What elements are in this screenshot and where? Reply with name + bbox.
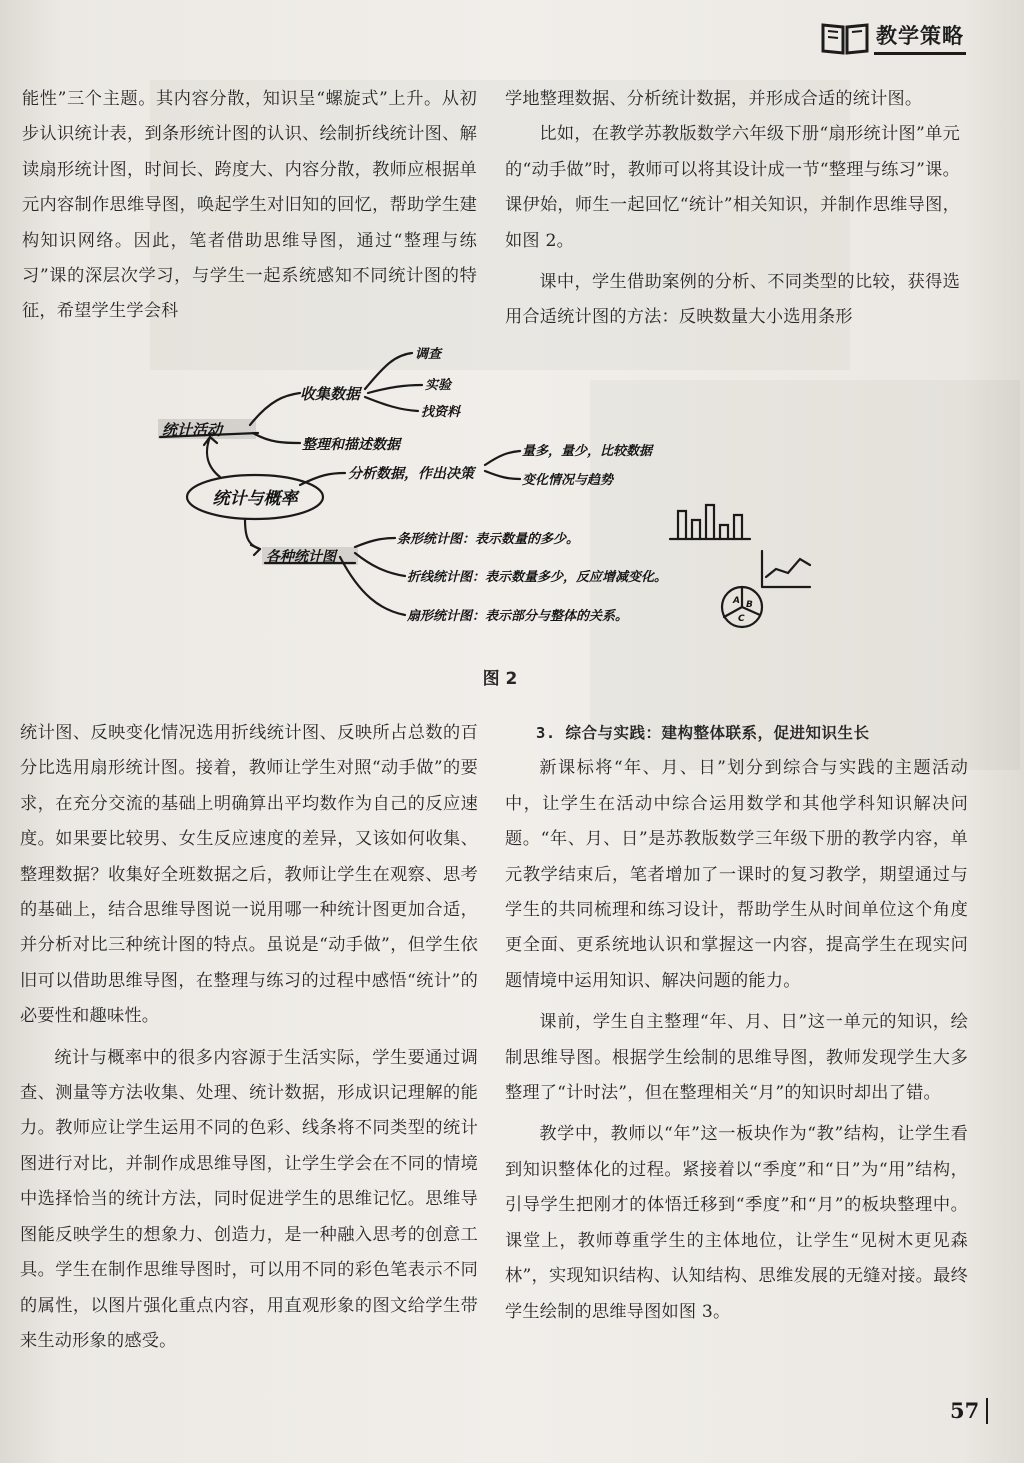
pie-label: A: [733, 596, 740, 606]
paragraph: 统计图、反映变化情况选用折线统计图、反映所占总数的百分比选用扇形统计图。接着，教师让学生对照“动手做”的要求，在充分交流的基础上明确算出平均数作为自己的反应速度。如果要比较男、女生反应速度的差异，又该如何收集、整理数据？收集好全班数据之后，教师让学生在观察、思考的基础上，结合思维导图说一说用哪一种统计图更加合适，并分析对比三种统计图的特点。虽说是“动手做”，但学生依旧可以借助思维导图，在整理与练习的过程中感悟“统计”的必要性和趣味性。: [20, 723, 478, 1027]
node-chart-item: 折线统计图：表示数量多少，反应增减变化。: [407, 570, 668, 585]
paragraph: 课前，学生自主整理“年、月、日”这一单元的知识，绘制思维导图。根据学生绘制的思维导图，教师发现学生大多整理了“计时法”，但在整理相关“月”的知识时却出了错。: [505, 1012, 968, 1104]
node-chart-item: 条形统计图：表示数量的多少。: [397, 532, 580, 547]
column-bottom-right: [505, 716, 968, 1330]
column-top-left: [22, 82, 477, 330]
node-collect-item: 实验: [425, 378, 452, 393]
mind-map-figure: [150, 325, 870, 655]
node-collect-item: 找资料: [421, 405, 461, 420]
section-header: [781, 14, 966, 60]
open-book-icon: [820, 19, 870, 55]
paragraph: 能性”三个主题。其内容分散，知识呈“螺旋式”上升。从初步认识统计表，到条形统计图的认识、绘制折线统计图、解读扇形统计图，时间长、跨度大、内容分散，教师应根据单元内容制作思维导图，唤起学生对旧知的回忆，帮助学生建构知识网络。因此，笔者借助思维导图，通过“整理与练习”课的深层次学习，与学生一起系统感知不同统计图的特征，希望学生学会科: [22, 89, 477, 322]
paragraph: 教学中，教师以“年”这一板块作为“教”结构，让学生看到知识整体化的过程。紧接着以“季度”和“日”为“用”结构，引导学生把刚才的体悟迁移到“季度”和“月”的板块整理中。课堂上，教师尊重学生的主体地位，让学生“见树木更见森林”，实现知识结构、认知结构、思维发展的无缝对接。最终学生绘制的思维导图如图 3。: [505, 1124, 968, 1322]
node-analyze-item: 变化情况与趋势: [522, 473, 614, 488]
paragraph: 学地整理数据、分析统计数据，并形成合适的统计图。: [505, 89, 923, 109]
paragraph: 比如，在教学苏教版数学六年级下册“扇形统计图”单元的“动手做”时，教师可以将其设计成一节“整理与练习”课。课伊始，师生一起回忆“统计”相关知识，并制作思维导图，如图 2。: [505, 124, 960, 251]
column-top-right: [505, 82, 960, 336]
node-analyze-item: 量多，量少，比较数据: [522, 444, 653, 459]
paragraph: 新课标将“年、月、日”划分到综合与实践的主题活动中，让学生在活动中综合运用数学和其他学科知识解决问题。“年、月、日”是苏教版数学三年级下册的教学内容，单元教学结束后，笔者增加了一课时的复习教学，期望通过与学生的共同梳理和练习设计，帮助学生从时间单位这个角度更全面、更系统地认识和掌握这一内容，提高学生在现实问题情境中运用知识、解决问题的能力。: [505, 758, 968, 991]
paragraph: 课中，学生借助案例的分析、不同类型的比较，获得选用合适统计图的方法：反映数量大小选用条形: [505, 272, 960, 328]
figure-caption: 图 2: [482, 669, 518, 689]
section-label: 教学策略: [874, 20, 966, 55]
node-chart-item: 扇形统计图：表示部分与整体的关系。: [407, 609, 629, 624]
page-number-divider: [986, 1398, 988, 1424]
node-chart-types: 各种统计图: [266, 549, 336, 565]
node-statistics-activity: 统计活动: [162, 421, 223, 439]
page-number: 57: [950, 1398, 980, 1423]
node-organize-data: 整理和描述数据: [302, 437, 400, 453]
node-collect-data: 收集数据: [300, 385, 361, 403]
paragraph: 统计与概率中的很多内容源于生活实际，学生要通过调查、测量等方法收集、处理、统计数据，形成识记理解的能力。教师应让学生运用不同的色彩、线条将不同类型的统计图进行对比，并制作成思维导图，让学生学会在不同的情境中选择恰当的统计方法，同时促进学生的思维记忆。思维导图能反映学生的想象力、创造力，是一种融入思考的创意工具。学生在制作思维导图时，可以用不同的彩色笔表示不同的属性，以图片强化重点内容，用直观形象的图文给学生带来生动形象的感受。: [20, 1047, 478, 1351]
mind-map-drawing: [150, 325, 870, 655]
node-analyze-data: 分析数据，作出决策: [348, 466, 474, 482]
section-subheading: 3. 综合与实践：建构整体联系，促进知识生长: [536, 724, 870, 742]
column-bottom-left: [20, 716, 478, 1359]
pie-label: B: [746, 600, 753, 610]
node-center: 统计与概率: [212, 489, 298, 509]
node-collect-item: 调查: [415, 347, 442, 362]
pie-label: C: [738, 614, 745, 624]
